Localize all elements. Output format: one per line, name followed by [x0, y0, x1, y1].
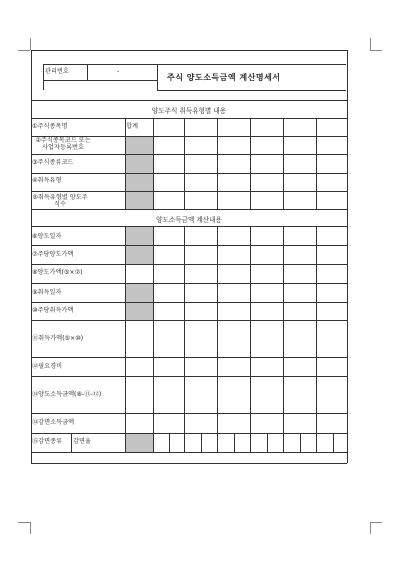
table-hline [31, 118, 347, 119]
table-vline [184, 433, 185, 452]
table-vline [267, 433, 268, 452]
shade-reduction-type [125, 433, 153, 452]
frame-right [347, 50, 348, 463]
table-vline [153, 226, 154, 433]
table-hline [31, 320, 347, 321]
row-unit-acquisition-price: ⑩주당취득가액 [32, 307, 74, 314]
table-vline [169, 433, 170, 452]
row-acquisition-date: ⑨취득일자 [32, 289, 62, 296]
row-shares-by-type: ⑤취득유형별 양도주식수 [32, 194, 88, 208]
row-necessary-expenses: ⑫필요경비 [32, 363, 63, 370]
table-hline [31, 154, 347, 155]
mgmt-no-label: 관리번호 [45, 68, 69, 75]
table-hline [31, 357, 347, 358]
header-line [43, 80, 157, 81]
table-vline [316, 118, 317, 209]
table-hline [31, 173, 347, 174]
frame-top [31, 50, 347, 51]
table-hline [31, 191, 347, 192]
table-hline [31, 245, 347, 246]
row-transfer-price: ⑧양도가액(⑤×⑦) [32, 269, 83, 276]
table-vline [217, 433, 218, 452]
table-vline [250, 118, 251, 209]
table-vline [184, 118, 185, 209]
frame-left [31, 50, 32, 463]
table-vline [217, 226, 218, 433]
table-vline [234, 433, 235, 452]
row-acquisition-type: ④취득유형 [32, 177, 62, 184]
table-hline [31, 209, 347, 210]
table-vline [125, 226, 126, 433]
table-vline [333, 433, 334, 452]
crop-mark-bottom-left-v [30, 522, 31, 534]
crop-mark-top-right-h [370, 50, 382, 51]
row-stock-code: ②주식종목코드 또는 사업자등록번호 [35, 137, 91, 151]
table-vline [153, 118, 154, 209]
table-vline [283, 433, 284, 452]
table-vline [283, 118, 284, 209]
table-vline [316, 433, 317, 452]
table-hline [31, 302, 347, 303]
mgmt-no-value: - [117, 68, 120, 75]
table-vline [283, 226, 284, 433]
table-hline [31, 283, 347, 284]
header-v [43, 64, 44, 90]
row-reduction-income: ⑭감면소득금액 [32, 419, 75, 426]
row-transfer-date: ⑥양도일자 [32, 233, 62, 240]
section-line [31, 100, 347, 101]
table-hline [31, 226, 347, 227]
header-v [87, 64, 88, 80]
row-capital-gain: ⑬양도소득금액(⑧-⑪-⑫) [32, 391, 102, 398]
header-line [157, 64, 346, 65]
section2-heading: 양도소득금액 계산내용 [156, 216, 222, 224]
table-hline [31, 264, 347, 265]
row-unit-transfer-price: ⑦주당양도가액 [32, 251, 74, 258]
crop-mark-bottom-right-h [370, 522, 382, 523]
table-vline [125, 433, 126, 452]
table-hline [31, 413, 347, 414]
table-hline [31, 136, 347, 137]
reduction-rate-label: 감면율 [73, 438, 91, 445]
header-line [43, 64, 157, 65]
crop-mark-bottom-right-v [370, 522, 371, 534]
frame-bottom [31, 463, 347, 464]
table-vline [217, 118, 218, 209]
tax-form [31, 50, 347, 463]
table-vline [250, 433, 251, 452]
row-stock-name: ①주식종목명 [32, 123, 68, 130]
table-vline [153, 433, 154, 452]
table-vline [201, 433, 202, 452]
sum-column-label: 합계 [126, 123, 138, 130]
crop-mark-bottom-left-h [18, 522, 30, 523]
crop-mark-top-left-h [18, 50, 30, 51]
table-vline [300, 433, 301, 452]
row-reduction-type: ⑮감면종류 [32, 438, 63, 445]
table-hline [31, 452, 347, 453]
table-vline [71, 433, 72, 452]
crop-mark-top-right-v [370, 38, 371, 50]
crop-mark-top-left-v [30, 38, 31, 50]
table-vline [250, 226, 251, 433]
row-acquisition-price: ⑪취득가액(⑤×⑩) [32, 335, 84, 342]
table-vline [184, 226, 185, 433]
table-vline [125, 118, 126, 209]
table-vline [316, 226, 317, 433]
section1-heading: 양도주식 취득유형별 내용 [151, 107, 227, 115]
table-hline [31, 376, 347, 377]
row-stock-type-code: ③주식종류코드 [32, 159, 74, 166]
form-title: 주식 양도소득금액 계산명세서 [167, 73, 281, 82]
header-line [157, 90, 346, 91]
header-v [157, 64, 158, 90]
